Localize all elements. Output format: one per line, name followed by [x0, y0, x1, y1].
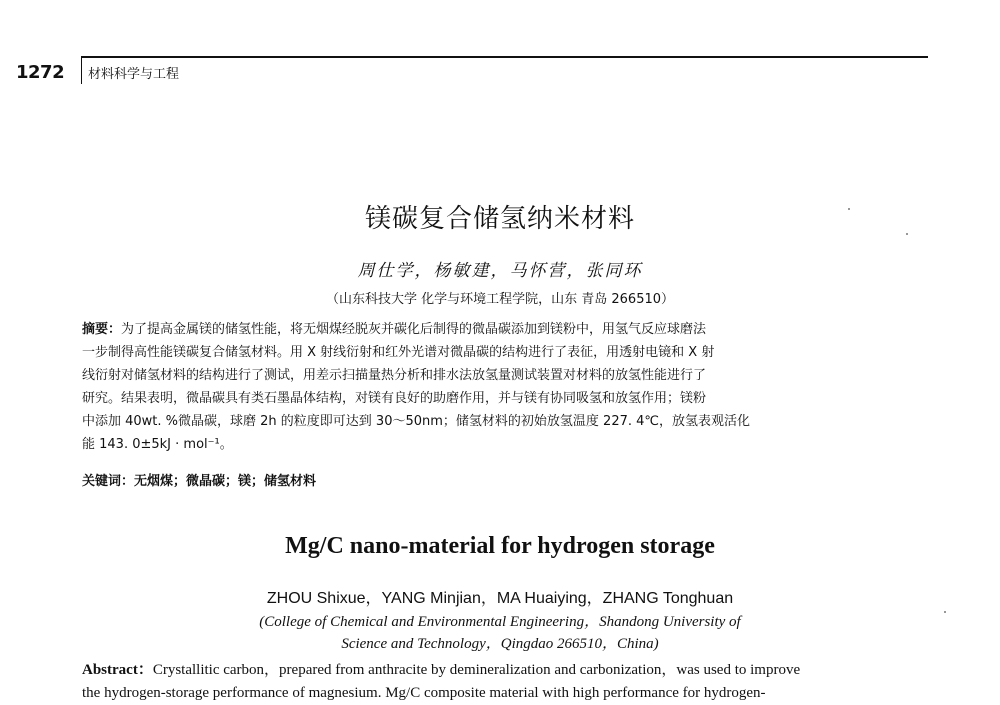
- chinese-abstract-line: 研究。结果表明，微晶碳具有类石墨晶体结构，对镁有良好的助磨作用，并与镁有协同吸氢和放氢作用；镁粉: [82, 391, 707, 406]
- chinese-affiliation: （山东科技大学 化学与环境工程学院，山东 青岛 266510）: [325, 292, 675, 307]
- english-abstract-label: Abstract：: [82, 662, 153, 678]
- header-divider: [81, 56, 82, 84]
- chinese-abstract-line: 能 143. 0±5kJ · mol⁻¹。: [82, 437, 233, 452]
- chinese-abstract-line: 一步制得高性能镁碳复合储氢材料。用 X 射线衍射和红外光谱对微晶碳的结构进行了表征，用透射电镜和 X 射: [82, 345, 715, 360]
- english-authors: ZHOU Shixue，YANG Minjian，MA Huaiying，ZHANG Tonghuan: [266, 590, 734, 607]
- english-affiliation-line: (College of Chemical and Environmental Engineering，Shandong University of: [259, 614, 741, 630]
- chinese-authors: 周仕学，杨敏建，马怀营，张同环: [357, 261, 643, 281]
- english-abstract-line: [82, 659, 928, 682]
- scan-speck: [906, 233, 908, 235]
- header-rule: [82, 56, 928, 58]
- chinese-keywords: 关键词：无烟煤；微晶碳；镁；储氢材料: [82, 474, 317, 489]
- scan-speck: [848, 208, 850, 210]
- chinese-abstract: [82, 318, 928, 456]
- english-affiliation: [0, 611, 1000, 655]
- journal-name: 材料科学与工程: [88, 67, 180, 82]
- chinese-abstract-line: [82, 318, 928, 341]
- english-abstract: [82, 659, 928, 705]
- scan-speck: [944, 611, 946, 613]
- chinese-abstract-text: 为了提高金属镁的储氢性能，将无烟煤经脱灰并碳化后制得的微晶碳添加到镁粉中，用氢气反应球磨法: [121, 322, 707, 337]
- english-abstract-text: Crystallitic carbon，prepared from anthracite by demineralization and carbonization，was used to improve: [152, 662, 801, 678]
- english-abstract-line: the hydrogen-storage performance of magnesium. Mg/C composite material with high performance for hydrogen-: [82, 685, 766, 701]
- chinese-abstract-label: 摘要：: [82, 322, 122, 337]
- english-affiliation-line: Science and Technology，Qingdao 266510，China): [341, 636, 659, 652]
- chinese-abstract-line: 中添加 40wt. %微晶碳，球磨 2h 的粒度即可达到 30～50nm；储氢材料的初始放氢温度 227. 4℃，放氢表观活化: [82, 414, 750, 429]
- page-number: 1272: [16, 62, 65, 83]
- chinese-title: 镁碳复合储氢纳米材料: [364, 204, 635, 234]
- english-title: Mg/C nano-material for hydrogen storage: [285, 533, 715, 559]
- chinese-abstract-line: 线衍射对储氢材料的结构进行了测试，用差示扫描量热分析和排水法放氢量测试装置对材料的放氢性能进行了: [82, 368, 707, 383]
